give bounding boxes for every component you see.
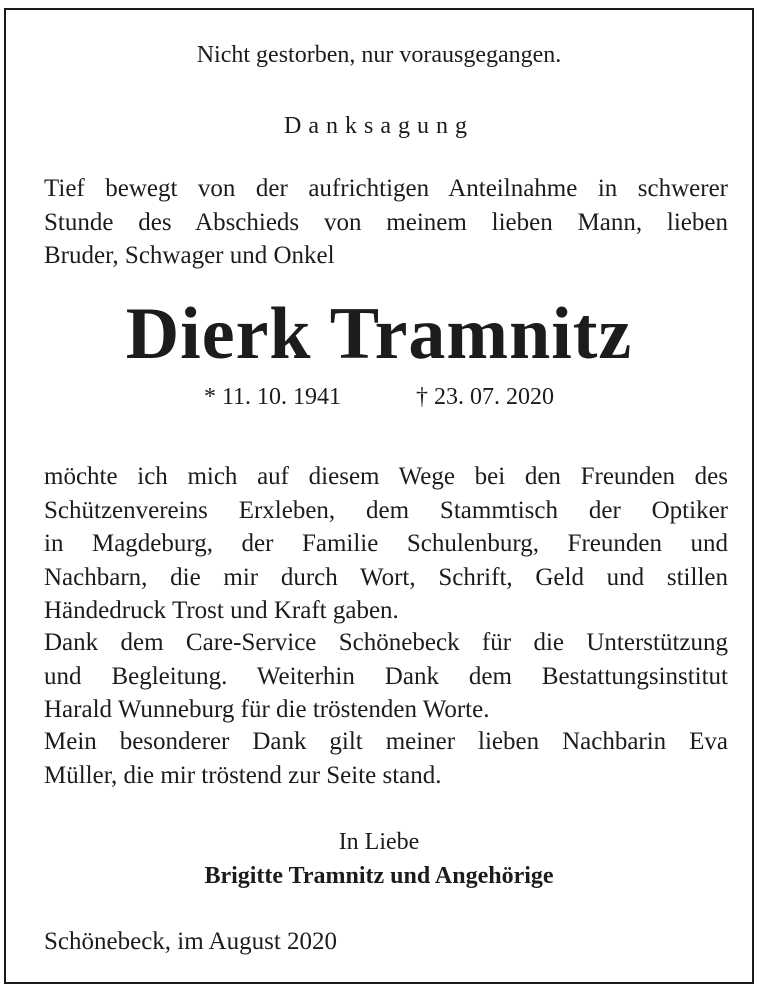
intro-line: Tief bewegt von der aufrichtigen Anteilnahme in schwerer [44,175,728,202]
motto: Nicht gestorben, nur vorausgegangen. [196,42,562,68]
paragraph-line: möchte ich mich auf diesem Wege bei den Freunden des [44,463,728,490]
paragraph-line: Harald Wunneburg für die tröstenden Worte. [44,696,490,723]
intro-line: Stunde des Abschieds von meinem lieben Mann, lieben [44,208,728,236]
intro-paragraph [44,172,728,273]
life-dates [6,384,752,411]
intro-line: Bruder, Schwager und Onkel [44,242,335,269]
paragraph-line: und Begleitung. Weiterhin Dank dem Bestattungsinstitut [44,662,728,690]
thanks-paragraph-3 [44,725,728,792]
signature: Brigitte Tramnitz und Angehörige [204,863,554,889]
paragraph-line: Dank dem Care-Service Schönebeck für die Unterstützung [44,629,728,656]
thanks-paragraph-2 [44,626,728,727]
paragraph-line: Nachbarn, die mir durch Wort, Schrift, Geld und stillen [44,563,728,591]
birth-date: * 11. 10. 1941 [203,384,342,410]
obituary-notice [4,8,754,984]
paragraph-line: Müller, die mir tröstend zur Seite stand. [44,761,442,789]
paragraph-line: in Magdeburg, der Familie Schulenburg, Freunden und [44,530,728,557]
paragraph-line: Schützenvereins Erxleben, dem Stammtisch der Optiker [44,496,728,524]
thanks-paragraph-1 [44,460,728,628]
deceased-name: Dierk Tramnitz [125,293,633,375]
heading: Danksagung [284,113,474,139]
death-date: † 23. 07. 2020 [416,384,555,410]
closing: In Liebe [338,829,420,855]
paragraph-line: Mein besonderer Dank gilt meiner lieben Nachbarin Eva [44,728,728,755]
place-and-date: Schönebeck, im August 2020 [44,928,338,955]
paragraph-line: Händedruck Trost und Kraft gaben. [44,597,399,624]
